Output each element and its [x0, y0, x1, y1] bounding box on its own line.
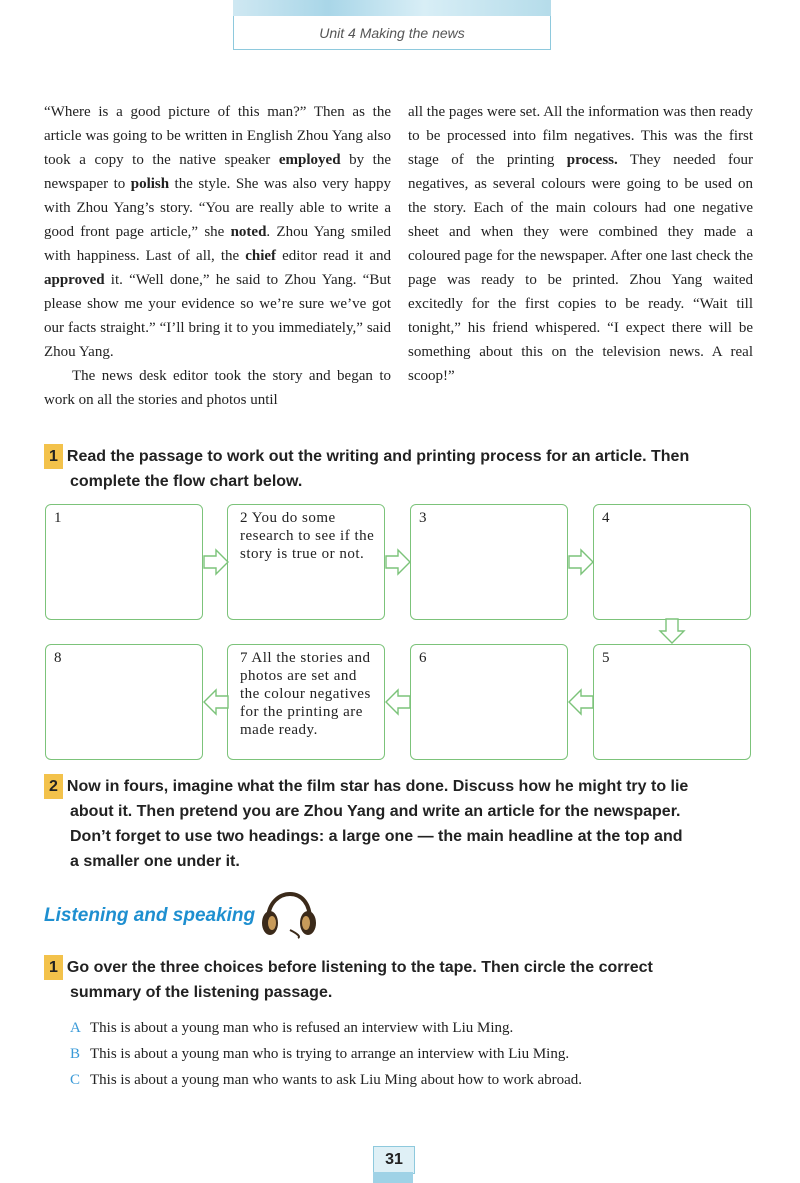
- listening-section-title: Listening and speaking: [44, 905, 256, 926]
- answer-options: [70, 1015, 582, 1093]
- headphones-icon: [258, 890, 318, 940]
- arrow-left-icon: [384, 688, 412, 716]
- arrow-left-icon: [202, 688, 230, 716]
- page-number-decoration: [373, 1172, 413, 1183]
- task-1-instruction: 1 Read the passage to work out the writing and printing process for an article. Then complete the flow chart below.: [44, 444, 689, 494]
- passage-paragraph: “Where is a good picture of this man?” Then as the article was going to be written in English Zhou Yang also took a copy to the native speaker employed by the newspaper to polish the style. She was also very happy with Zhou Yang’s story. “You are really able to write a good front page article,” she noted. Zhou Yang smiled with happiness. Last of all, the chief editor read it and approved it. “Well done,” he said to Zhou Yang. “But please show me your evidence so we’re sure we’ve got our facts straight.” “I’ll bring it to you immediately,” said Zhou Yang.: [44, 104, 392, 360]
- option-c[interactable]: C This is about a young man who wants to ask Liu Ming about how to work abroad.: [70, 1072, 583, 1088]
- flow-box-1[interactable]: 1: [45, 504, 203, 620]
- flow-box-3[interactable]: 3: [410, 504, 568, 620]
- flow-box-6[interactable]: 6: [410, 644, 568, 760]
- option-a[interactable]: A This is about a young man who is refused an interview with Liu Ming.: [70, 1020, 514, 1036]
- passage-right-column: [408, 100, 753, 388]
- flow-box-2: 2 You do some research to see if the story is true or not.: [227, 504, 385, 620]
- header-decoration: [233, 0, 551, 16]
- task-number: 2: [44, 774, 63, 799]
- passage-paragraph-2: The news desk editor took the story and began to work on all the stories and photos until: [44, 368, 391, 408]
- page-number: 31: [373, 1146, 415, 1174]
- arrow-right-icon: [384, 548, 412, 576]
- task-number: 1: [44, 955, 63, 980]
- flow-box-8[interactable]: 8: [45, 644, 203, 760]
- arrow-right-icon: [567, 548, 595, 576]
- passage-paragraph: all the pages were set. All the information was then ready to be processed into film negatives. This was the first stage of the printing process. They needed four negatives, as several colours were going to be used on the story. Each of the main colours had one negative sheet and when they were combined they made a coloured page for the newspaper. After one last check the page was ready to be printed. Zhou Yang waited excitedly for the first copies to be ready. “Wait till tonight,” his friend whispered. “I expect there will be something about this on the television news. A real scoop!”: [408, 104, 754, 384]
- flow-box-5[interactable]: 5: [593, 644, 751, 760]
- option-b[interactable]: B This is about a young man who is trying to arrange an interview with Liu Ming.: [70, 1046, 570, 1062]
- task-listening-instruction: 1 Go over the three choices before listening to the tape. Then circle the correct summary of the listening passage.: [44, 955, 653, 1005]
- flow-box-7: 7 All the stories and photos are set and the colour negatives for the printing are made ready.: [227, 644, 385, 760]
- unit-header: [233, 16, 551, 50]
- passage-left-column: [44, 100, 391, 412]
- task-2-instruction: 2 Now in fours, imagine what the film star has done. Discuss how he might try to lie about it. Then pretend you are Zhou Yang and write an article for the newspaper. Don’t forget to use two headings: a large one — the main headline at the top and a smaller one under it.: [44, 774, 688, 874]
- unit-title: Unit 4 Making the news: [319, 24, 465, 41]
- arrow-down-icon: [658, 617, 686, 645]
- arrow-right-icon: [202, 548, 230, 576]
- flow-box-4[interactable]: 4: [593, 504, 751, 620]
- arrow-left-icon: [567, 688, 595, 716]
- task-number: 1: [44, 444, 63, 469]
